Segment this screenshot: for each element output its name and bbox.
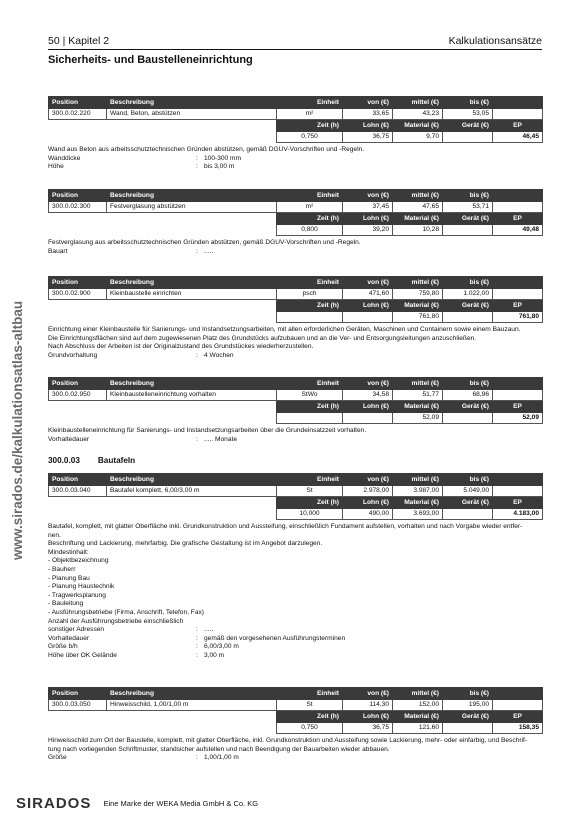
position-number: 300.0.03.040 [49,485,107,497]
col-beschreibung: Beschreibung [107,277,277,289]
position-table [48,189,543,236]
footer-text: Eine Marke der WEKA Media GmbH & Co. KG [103,799,259,808]
side-url: www.sirados.de/kalkulationsatlas-altbau [10,300,25,560]
col-beschreibung: Beschreibung [107,190,277,202]
position-text [48,737,542,763]
col-lohn: Lohn (€) [343,213,393,225]
text-line: Beschriftung und Lackierung, mehrfarbig. Die grafische Gestaltung ist im Angebot darzulegen. [48,540,323,548]
position-block [48,377,542,444]
empty-cell [493,108,543,120]
col-geraet: Gerät (€) [443,120,493,132]
blank [49,213,107,225]
table-row [49,401,543,413]
text-line: tung nach vorliegenden Schriftmuster, standsicher aufstellen und nach Beendigung der Bauarbeiten wieder abbauen. [48,745,390,753]
geraet-value [443,131,493,143]
position-table [48,96,543,143]
blank [107,213,277,225]
spec-row [48,436,542,445]
blank [107,300,277,312]
col-position: Position [49,277,107,289]
col-von: von (€) [343,688,393,700]
empty-cell [493,485,543,497]
bis-value: 1.022,00 [443,288,493,300]
table-row [49,108,543,120]
empty-cell [493,288,543,300]
col-einheit: Einheit [277,190,343,202]
lohn-value [343,412,393,424]
chapter-title: Kalkulationsansätze [448,35,542,47]
col-material: Material (€) [393,120,443,132]
col-beschreibung: Beschreibung [107,688,277,700]
position-block [48,276,542,360]
col-von: von (€) [343,190,393,202]
col-bis: bis (€) [443,277,493,289]
position-number: 300.0.02.950 [49,389,107,401]
spec-value: 3,00 m [204,651,225,659]
unit-value: StWo [277,389,343,401]
col-empty [493,378,543,390]
spec-row [48,754,542,763]
col-einheit: Einheit [277,688,343,700]
text-line: - Bauherr [48,565,76,573]
geraet-value [443,311,493,323]
spec-row [48,626,542,635]
col-material: Material (€) [393,401,443,413]
blank [107,401,277,413]
table-row [49,300,543,312]
col-mittel: mittel (€) [393,474,443,486]
spec-sep: : [196,351,198,359]
col-bis: bis (€) [443,97,493,109]
text-line: - Planung Haustechnik [48,583,115,591]
spec-row [48,163,542,172]
blank [107,131,277,143]
table-row [49,711,543,723]
spec-value: ..... Monate [204,435,237,443]
ep-value: 46,45 [493,131,543,143]
blank [49,722,107,734]
table-row [49,412,543,424]
spec-key: Grundvorhaltung [48,351,98,359]
col-bis: bis (€) [443,474,493,486]
spec-sep: : [196,154,198,162]
position-table [48,687,543,734]
col-geraet: Gerät (€) [443,300,493,312]
col-zeit: Zeit (h) [277,497,343,509]
text-line: Anzahl der Ausführungsbetriebe einschließlich [48,617,184,625]
col-geraet: Gerät (€) [443,401,493,413]
table-row [49,224,543,236]
table-row [49,201,543,213]
bis-value: 68,96 [443,389,493,401]
text-line: nen. [48,531,61,539]
col-empty [493,277,543,289]
blank [49,300,107,312]
mittel-value: 759,80 [393,288,443,300]
ep-value: 52,09 [493,412,543,424]
col-einheit: Einheit [277,474,343,486]
material-value: 9,70 [393,131,443,143]
position-table [48,276,543,323]
geraet-value [443,508,493,520]
zeit-value: 0,750 [277,131,343,143]
lohn-value: 36,75 [343,131,393,143]
text-line: Einrichtung einer Kleinbaustelle für Sanierungs- und Instandsetzungsarbeiten, mit allen erforderlichen Geräten, Maschinen und Containern sowie einem Bauzaun. [48,326,521,333]
col-empty [493,190,543,202]
von-value: 33,65 [343,108,393,120]
text-line: Nach Abschluss der Arbeiten ist der Originalzustand des Grundstückes wiederherzustellen. [48,343,314,351]
col-empty [493,97,543,109]
blank [49,508,107,520]
position-block [48,96,542,172]
unit-value: m² [277,201,343,213]
blank [107,711,277,723]
blank [107,120,277,132]
material-value: 3.693,00 [393,508,443,520]
col-position: Position [49,190,107,202]
geraet-value [443,722,493,734]
blank [107,412,277,424]
table-row [49,508,543,520]
col-material: Material (€) [393,497,443,509]
col-ep: EP [493,300,543,312]
text-line: - Ausführungsbetriebe (Firma, Anschrift, Telefon, Fax) [48,608,204,616]
spec-value: bis 3,00 m [204,163,235,171]
table-row [49,277,543,289]
zeit-value: 0,800 [277,224,343,236]
text-line: - Planung Bau [48,574,90,582]
spec-key: sonstiger Adressen [48,626,105,634]
spec-sep: : [196,247,198,255]
col-von: von (€) [343,97,393,109]
page-number: 50 | Kapitel 2 [48,35,110,47]
col-position: Position [49,97,107,109]
col-geraet: Gerät (€) [443,711,493,723]
table-row [49,474,543,486]
position-text [48,326,542,360]
table-row [49,97,543,109]
geraet-value [443,224,493,236]
spec-key: Wanddicke [48,154,81,162]
col-ep: EP [493,213,543,225]
col-ep: EP [493,401,543,413]
spec-key: Höhe [48,163,64,171]
blank [107,497,277,509]
lohn-value [343,311,393,323]
blank [49,497,107,509]
spec-row [48,155,542,164]
empty-cell [493,699,543,711]
spec-value: 6,00/3,00 m [204,643,239,651]
table-row [49,389,543,401]
lohn-value: 36,75 [343,722,393,734]
col-zeit: Zeit (h) [277,711,343,723]
spec-sep: : [196,643,198,651]
table-row [49,688,543,700]
zeit-value [277,311,343,323]
col-empty [493,688,543,700]
col-einheit: Einheit [277,277,343,289]
unit-value: m² [277,108,343,120]
table-row [49,699,543,711]
mittel-value: 3.987,00 [393,485,443,497]
table-row [49,131,543,143]
spec-value: ..... [204,247,214,255]
page-title: Sicherheits- und Baustelleneinrichtung [48,54,253,66]
blank [107,508,277,520]
spec-key: Bauart [48,247,68,255]
text-line: Mindestinhalt: [48,548,89,556]
von-value: 34,58 [343,389,393,401]
spec-key: Vorhaltedauer [48,634,90,642]
material-value: 121,60 [393,722,443,734]
col-material: Material (€) [393,711,443,723]
col-lohn: Lohn (€) [343,711,393,723]
spec-row [48,352,542,361]
position-text [48,146,542,172]
sirados-logo: SIRADOS [16,795,92,812]
col-zeit: Zeit (h) [277,300,343,312]
position-table [48,473,543,520]
blank [49,401,107,413]
position-description: Kleinbaustelleneinrichtung vorhalten [107,389,277,401]
col-lohn: Lohn (€) [343,497,393,509]
position-text [48,523,542,661]
table-row [49,311,543,323]
col-einheit: Einheit [277,378,343,390]
zeit-value [277,412,343,424]
lohn-value: 39,20 [343,224,393,236]
bis-value: 53,71 [443,201,493,213]
col-von: von (€) [343,474,393,486]
table-row [49,722,543,734]
position-number: 300.0.02.300 [49,201,107,213]
spec-row [48,643,542,652]
mittel-value: 51,77 [393,389,443,401]
col-bis: bis (€) [443,688,493,700]
table-row [49,190,543,202]
blank [49,131,107,143]
spec-value: 4 Wochen [204,351,234,359]
col-zeit: Zeit (h) [277,120,343,132]
material-value: 10,28 [393,224,443,236]
geraet-value [443,412,493,424]
col-position: Position [49,688,107,700]
spec-sep: : [196,163,198,171]
ep-value: 49,48 [493,224,543,236]
table-row [49,288,543,300]
material-value: 761,80 [393,311,443,323]
bis-value: 5.049,00 [443,485,493,497]
col-ep: EP [493,497,543,509]
col-material: Material (€) [393,300,443,312]
col-bis: bis (€) [443,378,493,390]
bis-value: 195,00 [443,699,493,711]
spec-row [48,652,542,661]
col-empty [493,474,543,486]
col-beschreibung: Beschreibung [107,97,277,109]
text-line: - Bauleitung [48,600,84,608]
blank [49,711,107,723]
text-line: Kleinbaustelleneinrichtung für Sanierungs- und Instandsetzungsarbeiten über die Grundeinsatzzeit vorhalten. [48,427,367,434]
col-ep: EP [493,120,543,132]
spec-sep: : [196,435,198,443]
spec-sep: : [196,651,198,659]
col-beschreibung: Beschreibung [107,378,277,390]
col-mittel: mittel (€) [393,688,443,700]
blank [49,311,107,323]
position-block [48,473,542,661]
spec-sep: : [196,754,198,762]
mittel-value: 43,23 [393,108,443,120]
position-block [48,189,542,256]
empty-cell [493,201,543,213]
position-number: 300.0.02.900 [49,288,107,300]
col-position: Position [49,378,107,390]
col-material: Material (€) [393,213,443,225]
col-einheit: Einheit [277,97,343,109]
position-text [48,239,542,256]
ep-value: 158,35 [493,722,543,734]
col-zeit: Zeit (h) [277,213,343,225]
unit-value: St [277,699,343,711]
spec-value: 100-300 mm [204,154,242,162]
von-value: 471,60 [343,288,393,300]
table-row [49,213,543,225]
col-lohn: Lohn (€) [343,300,393,312]
zeit-value: 10,000 [277,508,343,520]
text-line: Bautafel, komplett, mit glatter Oberfläche inkl. Grundkonstruktion und Aussteifung, einschließlich Fundament aufstellen, vorhalten und nach Vorgabe wieder entfer- [48,523,523,530]
position-block [48,687,542,763]
spec-value: gemäß den vorgesehenen Ausführungsterminen [204,634,346,642]
blank [107,722,277,734]
position-description: Festverglasung abstützen [107,201,277,213]
spec-value: ..... [204,626,214,634]
section-heading: 300.0.03 Bautafeln [48,456,136,465]
empty-cell [493,389,543,401]
table-row [49,497,543,509]
position-number: 300.0.02.220 [49,108,107,120]
position-table [48,377,543,424]
spec-key: Höhe über OK Gelände [48,651,117,659]
spec-value: 1,00/1,00 m [204,754,239,762]
col-lohn: Lohn (€) [343,120,393,132]
position-text [48,427,542,444]
col-geraet: Gerät (€) [443,497,493,509]
spec-key: Größe [48,754,67,762]
spec-row [48,635,542,644]
blank [49,224,107,236]
position-number: 300.0.03.050 [49,699,107,711]
col-ep: EP [493,711,543,723]
col-von: von (€) [343,277,393,289]
col-mittel: mittel (€) [393,190,443,202]
text-line: Wand aus Beton aus arbeitsschutztechnischen Gründen abstützen, gemäß DGUV-Vorschriften und -Regeln. [48,146,365,153]
footer [16,795,258,812]
unit-value: psch [277,288,343,300]
position-description: Bautafel komplett, 6,00/3,00 m [107,485,277,497]
von-value: 2.978,00 [343,485,393,497]
text-line: Festverglasung aus arbeitsschutztechnischen Gründen abstützen, gemäß DGUV-Vorschriften und -Regeln. [48,239,361,246]
col-mittel: mittel (€) [393,97,443,109]
spec-sep: : [196,634,198,642]
blank [107,311,277,323]
von-value: 114,30 [343,699,393,711]
col-bis: bis (€) [443,190,493,202]
position-description: Hinweisschild, 1,00/1,00 m [107,699,277,711]
table-row [49,485,543,497]
unit-value: St [277,485,343,497]
lohn-value: 490,00 [343,508,393,520]
table-row [49,120,543,132]
col-zeit: Zeit (h) [277,401,343,413]
spec-key: Vorhaltedauer [48,435,90,443]
spec-key: Größe b/h [48,643,78,651]
col-mittel: mittel (€) [393,378,443,390]
zeit-value: 0,750 [277,722,343,734]
material-value: 52,09 [393,412,443,424]
bis-value: 53,05 [443,108,493,120]
position-description: Kleinbaustelle einrichten [107,288,277,300]
col-von: von (€) [343,378,393,390]
blank [49,412,107,424]
text-line: Hinweisschild zum Ort der Baustelle, komplett, mit glatter Oberfläche, inkl. Grundkonstruktion und Aussteifung sowie Lackierung, mehr- oder einfarbig, und Beschrif- [48,737,528,744]
mittel-value: 152,00 [393,699,443,711]
text-line: - Objektbezeichnung [48,557,109,565]
col-beschreibung: Beschreibung [107,474,277,486]
mittel-value: 47,65 [393,201,443,213]
text-line: Die Einrichtungsflächen sind auf dem zugewiesenen Platz des Grundstücks aufzubauen und an die Ver- und Entsorgungsleitungen anzuschließen. [48,334,477,342]
position-description: Wand, Beton, abstützen [107,108,277,120]
ep-value: 761,80 [493,311,543,323]
blank [107,224,277,236]
text-line: - Tragwerksplanung [48,591,106,599]
col-mittel: mittel (€) [393,277,443,289]
col-geraet: Gerät (€) [443,213,493,225]
col-lohn: Lohn (€) [343,401,393,413]
col-position: Position [49,474,107,486]
spec-row [48,248,542,257]
blank [49,120,107,132]
von-value: 37,45 [343,201,393,213]
spec-sep: : [196,626,198,634]
page-header [48,34,542,50]
ep-value: 4.183,00 [493,508,543,520]
table-row [49,378,543,390]
